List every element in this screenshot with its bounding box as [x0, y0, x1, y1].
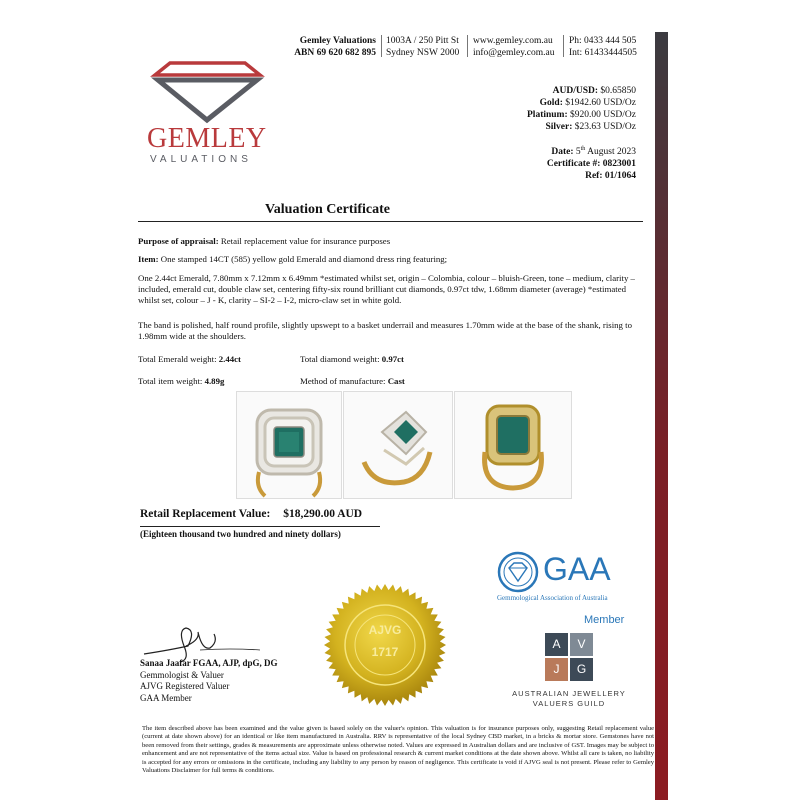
signatory-role3: GAA Member [140, 692, 192, 703]
document-title: Valuation Certificate [264, 202, 391, 217]
ring-photo-side [343, 391, 453, 499]
signatory-role2: AJVG Registered Valuer [140, 681, 230, 691]
phone-number: Ph: 0433 444 505 [569, 36, 637, 46]
signatory-role1: Gemmologist & Valuer [140, 669, 224, 680]
logo-subtitle: VALUATIONS [150, 154, 252, 165]
gaa-member: Member [584, 614, 625, 626]
item-weight-label: Total item weight: [138, 376, 203, 386]
address-line1: 1003A / 250 Pitt St [386, 36, 459, 46]
email-link[interactable]: info@gemley.com.au [473, 48, 555, 58]
gaa-diamond-icon [497, 551, 539, 593]
gem-logo-icon [150, 55, 280, 125]
date-day: 5 [575, 147, 581, 158]
header-address [386, 35, 459, 59]
purpose-text: Retail replacement value for insurance purposes [220, 236, 391, 246]
header-divider [563, 35, 564, 57]
address-line2: Sydney NSW 2000 [386, 48, 460, 58]
seal-text-bottom: 1717 [371, 645, 399, 659]
ring-front-icon [237, 392, 341, 498]
diamond-weight-label: Total diamond weight: [300, 354, 380, 364]
signatory-block [140, 658, 278, 704]
header-web [473, 35, 554, 59]
date-label: Date: [551, 147, 574, 158]
platinum-value: $920.00 USD/Oz [570, 110, 636, 120]
ring-photo-front [236, 391, 342, 499]
ring-side-icon [344, 392, 452, 498]
gaa-logo [497, 551, 637, 611]
retail-value [140, 508, 600, 520]
metal-rates [527, 85, 636, 133]
company-name: Gemley Valuations [299, 36, 376, 46]
decorative-side-bar [655, 32, 668, 800]
company-abn: ABN 69 620 682 895 [294, 48, 376, 58]
manufacture-method [300, 376, 500, 387]
ajvg-seal [323, 583, 447, 707]
certificate-meta [547, 143, 636, 182]
gemley-logo [147, 55, 280, 170]
item-description: One 2.44ct Emerald, 7.80mm x 7.12mm x 6.49mm *estimated whilst set, origin – Colombia, colour – bluish-Green, tone – medium, clarity – included, emerald cut, double claw set, centering fifty-six round brilliant cut diamonds, 0.97ct tdw, 1.68mm diameter (average) *estimated whilst set, colour – J - K, clarity – SI-2 – I-2, micro-claw set in white gold. [138, 273, 635, 305]
header-company [290, 35, 376, 59]
emerald-weight-value: 2.44ct [218, 354, 241, 364]
title-rule [138, 221, 643, 222]
cert-label: Certificate #: [546, 159, 601, 170]
intl-number: Int: 61433444505 [569, 48, 637, 58]
ajvg-letter-g: G [570, 658, 593, 681]
gold-label: Gold: [539, 98, 563, 108]
cert-number: 0823001 [602, 159, 636, 170]
item-text: One stamped 14CT (585) yellow gold Emerald and diamond dress ring featuring; [160, 254, 448, 264]
item-label: Item: [138, 254, 159, 264]
ajvg-letter-v: V [570, 633, 593, 656]
retail-value-amount: $18,290.00 AUD [283, 508, 363, 520]
ring-photo-back [454, 391, 572, 499]
value-rule [140, 526, 380, 527]
ref-label: Ref: [585, 171, 603, 182]
ajvg-logo [545, 633, 593, 681]
signatory-name: Sanaa Jaafar FGAA, AJP, dpG, DG [140, 658, 278, 668]
gaa-abbr: GAA [543, 551, 611, 587]
ajvg-line1: AUSTRALIAN JEWELLERY [512, 689, 626, 698]
band-description: The band is polished, half round profile, slightly upswept to a basket underrail and measures 1.70mm wide at the base of the shank, rising to 1.98mm wide at the shoulders. [138, 320, 632, 341]
ajvg-letter-j: J [545, 658, 568, 681]
emerald-weight-label: Total Emerald weight: [138, 354, 217, 364]
disclaimer-text: The item described above has been examined and the value given is based solely on the valuer's opinion. This valuation is for insurance purposes only, suggesting Retail replacement value (current at date shown above) for an identical or like item manufactured in Australia. RRV is representative of the local Sydney CBD market, in a bricks & mortar store. Gemstones have not been removed from their settings, grades & measurements are approximate unless otherwise noted. Values are expressed in Australian dollars and are inclusive of GST. Images may be subject to enhancement and are not representative of the items actual size. Value is based on professional research & current market conditions at the date shown above. Whilst all care is taken, no liability is accepted for any errors or omissions in the certificate, including any liability to any person by reason of negligence. This certificate is void if AJVG seal is not present. Please refer to Gemley Valuations Disclaimer for full terms & conditions. [142, 725, 654, 775]
gaa-full-name: Gemmological Association of Australia [497, 594, 608, 602]
website-link[interactable]: www.gemley.com.au [473, 36, 553, 46]
audusd-label: AUD/USD: [552, 86, 598, 96]
ajvg-line2: VALUERS GUILD [532, 699, 606, 708]
logo-wordmark: GEMLEY [147, 123, 267, 154]
audusd-value: $0.65850 [600, 86, 636, 96]
seal-text-top: AJVG [368, 623, 402, 637]
purpose-line [138, 236, 643, 247]
purpose-label: Purpose of appraisal: [138, 236, 219, 246]
header-divider [467, 35, 468, 57]
date-suffix: th [580, 146, 586, 152]
header-phone [569, 35, 637, 59]
retail-value-words: (Eighteen thousand two hundred and ninety dollars) [140, 529, 341, 539]
ref-number: 01/1064 [604, 171, 636, 182]
ajvg-letter-a: A [545, 633, 568, 656]
emerald-weight [138, 354, 298, 365]
item-weight [138, 376, 298, 387]
gold-value: $1942.60 USD/Oz [565, 98, 636, 108]
diamond-weight-value: 0.97ct [381, 354, 404, 364]
item-line [138, 254, 643, 265]
method-label: Method of manufacture: [300, 376, 386, 386]
ajvg-name [508, 689, 630, 709]
retail-value-label: Retail Replacement Value: [140, 508, 271, 520]
header-divider [381, 35, 382, 57]
platinum-label: Platinum: [527, 110, 568, 120]
item-weight-value: 4.89g [204, 376, 225, 386]
ring-back-icon [455, 392, 571, 498]
date-rest: August 2023 [587, 147, 636, 158]
method-value: Cast [387, 376, 405, 386]
diamond-weight [300, 354, 500, 365]
silver-label: Silver: [545, 122, 573, 132]
silver-value: $23.63 USD/Oz [574, 122, 636, 132]
